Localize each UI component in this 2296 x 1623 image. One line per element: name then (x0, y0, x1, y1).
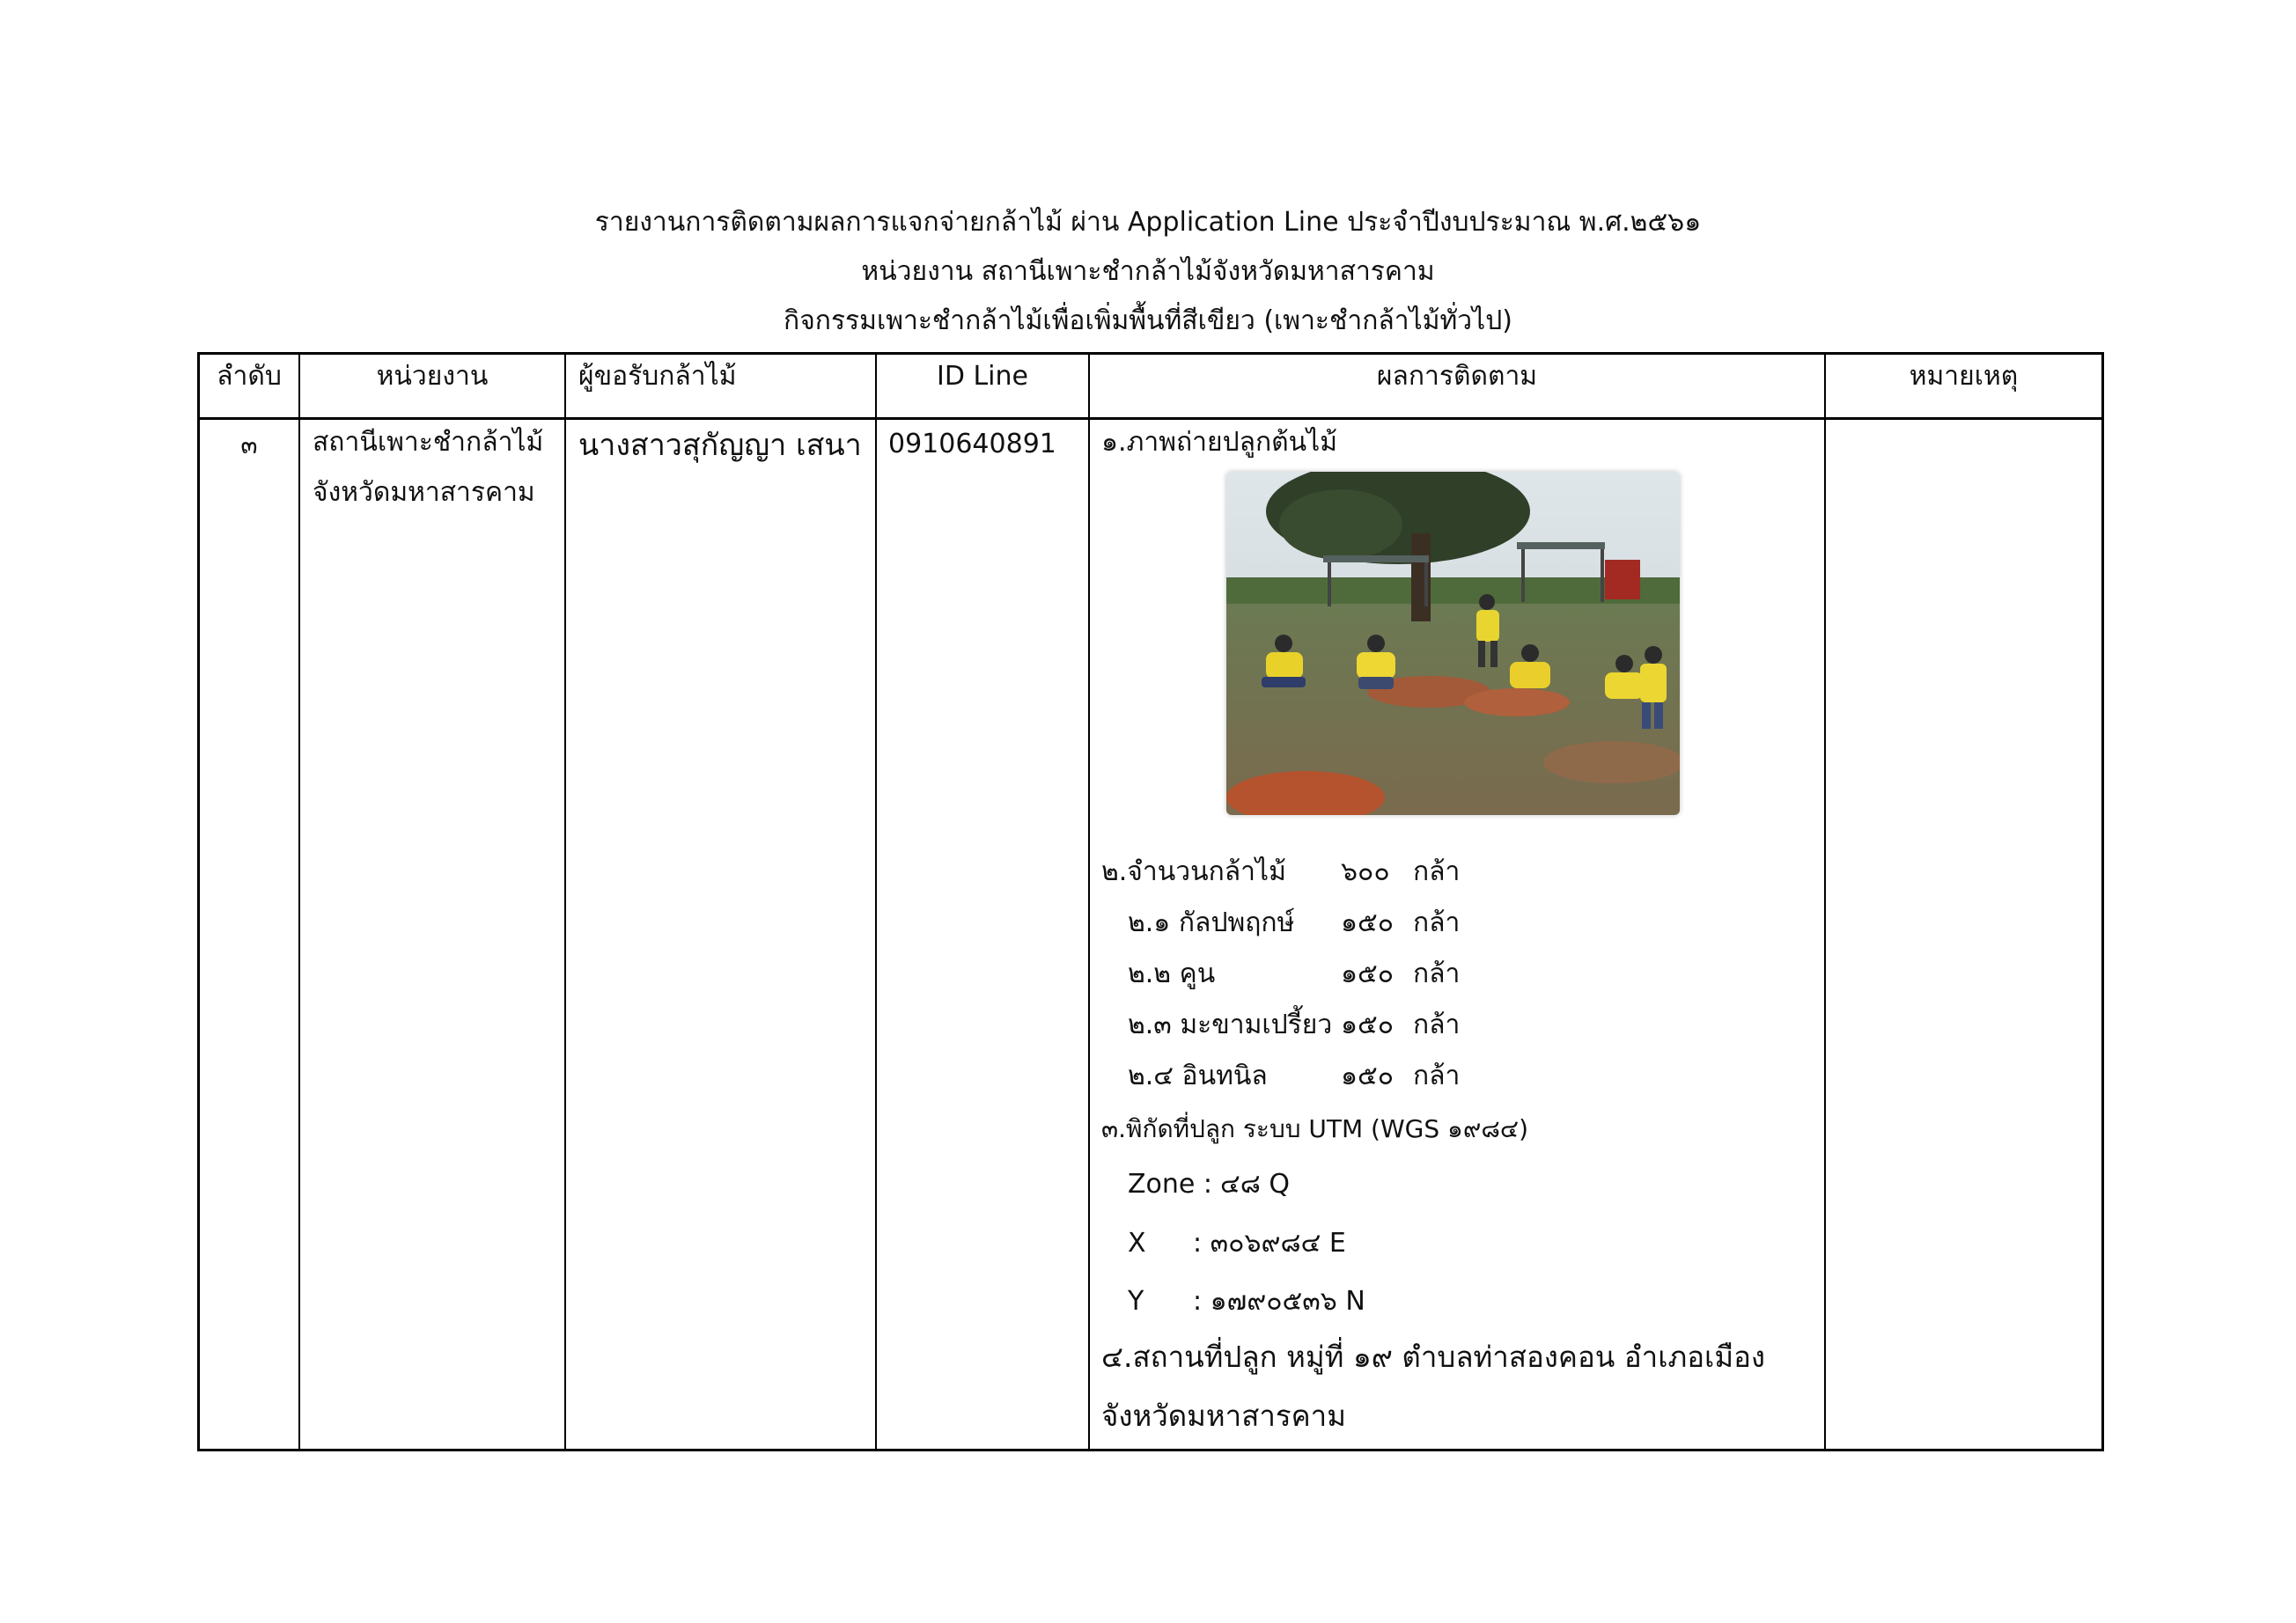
species-label-1: ๒.๑ กัลปพฤกษ์ (1128, 907, 1295, 938)
species-count-4: ๑๕๐ (1341, 1061, 1395, 1091)
photo-heading: ๑.ภาพถ่ายปลูกต้นไม้ (1101, 427, 1338, 458)
location-line-2: จังหวัดมหาสารคาม (1101, 1399, 1346, 1433)
zone-label: Zone : (1128, 1169, 1213, 1200)
col-divider-5 (1824, 352, 1826, 1451)
col-divider-3 (875, 352, 877, 1451)
species-label-3: ๒.๓ มะขามเปรี้ยว (1128, 1010, 1333, 1040)
table-border-right (2101, 352, 2104, 1451)
col-header-id-line: ID Line (936, 361, 1028, 392)
count-total: ๖๐๐ (1341, 856, 1390, 887)
species-count-2: ๑๕๐ (1341, 958, 1395, 989)
species-label-2: ๒.๒ คูน (1128, 958, 1216, 989)
row-id-line: 0910640891 (888, 429, 1056, 459)
table-header-divider (197, 417, 2104, 420)
species-unit-2: กล้า (1413, 958, 1461, 989)
row-agency-line2: จังหวัดมหาสารคาม (313, 477, 535, 508)
col-header-recipient: ผู้ขอรับกล้าไม้ (578, 361, 737, 392)
col-header-result: ผลการติดตาม (1376, 361, 1538, 392)
col-divider-4 (1088, 352, 1090, 1451)
species-unit-1: กล้า (1413, 907, 1461, 938)
species-count-3: ๑๕๐ (1341, 1010, 1395, 1040)
activity-title: กิจกรรมเพาะชำกล้าไม้เพื่อเพิ่มพื้นที่สีเขียว (เพาะชำกล้าไม้ทั่วไป) (784, 305, 1512, 336)
planting-photo (1226, 472, 1680, 815)
species-label-4: ๒.๔ อินทนิล (1128, 1061, 1268, 1091)
row-agency-line1: สถานีเพาะชำกล้าไม้ (313, 427, 544, 458)
col-header-order: ลำดับ (217, 361, 282, 392)
row-order: ๓ (240, 430, 258, 459)
col-header-remark: หมายเหตุ (1909, 361, 2019, 392)
col-header-agency: หน่วยงาน (376, 361, 489, 392)
y-value: : ๑๗๙๐๕๓๖ N (1193, 1286, 1365, 1317)
table-border-top (197, 352, 2104, 355)
col-divider-1 (298, 352, 300, 1451)
zone-value: ๔๘ Q (1220, 1169, 1290, 1200)
count-heading: ๒.จำนวนกล้าไม้ (1101, 856, 1286, 887)
x-label: X (1128, 1228, 1146, 1259)
species-count-1: ๑๕๐ (1341, 907, 1395, 938)
coord-heading: ๓.พิกัดที่ปลูก ระบบ UTM (WGS ๑๙๘๔) (1101, 1114, 1529, 1143)
table-border-bottom (197, 1449, 2104, 1451)
row-recipient: นางสาวสุกัญญา เสนา (578, 428, 862, 463)
col-divider-2 (564, 352, 566, 1451)
planting-photo-image (1226, 472, 1680, 815)
agency-title: หน่วยงาน สถานีเพาะชำกล้าไม้จังหวัดมหาสารคาม (861, 256, 1435, 287)
location-line-1: ๔.สถานที่ปลูก หมู่ที่ ๑๙ ตำบลท่าสองคอน อำเภอเมือง (1101, 1340, 1766, 1374)
x-value: : ๓๐๖๙๘๔ E (1193, 1228, 1346, 1259)
species-unit-4: กล้า (1413, 1061, 1461, 1091)
count-total-unit: กล้า (1413, 856, 1461, 887)
y-label: Y (1128, 1286, 1144, 1317)
table-border-left (197, 352, 200, 1451)
species-unit-3: กล้า (1413, 1010, 1461, 1040)
report-title: รายงานการติดตามผลการแจกจ่ายกล้าไม้ ผ่าน Application Line ประจำปีงบประมาณ พ.ศ.๒๕๖๑ (594, 207, 1702, 238)
